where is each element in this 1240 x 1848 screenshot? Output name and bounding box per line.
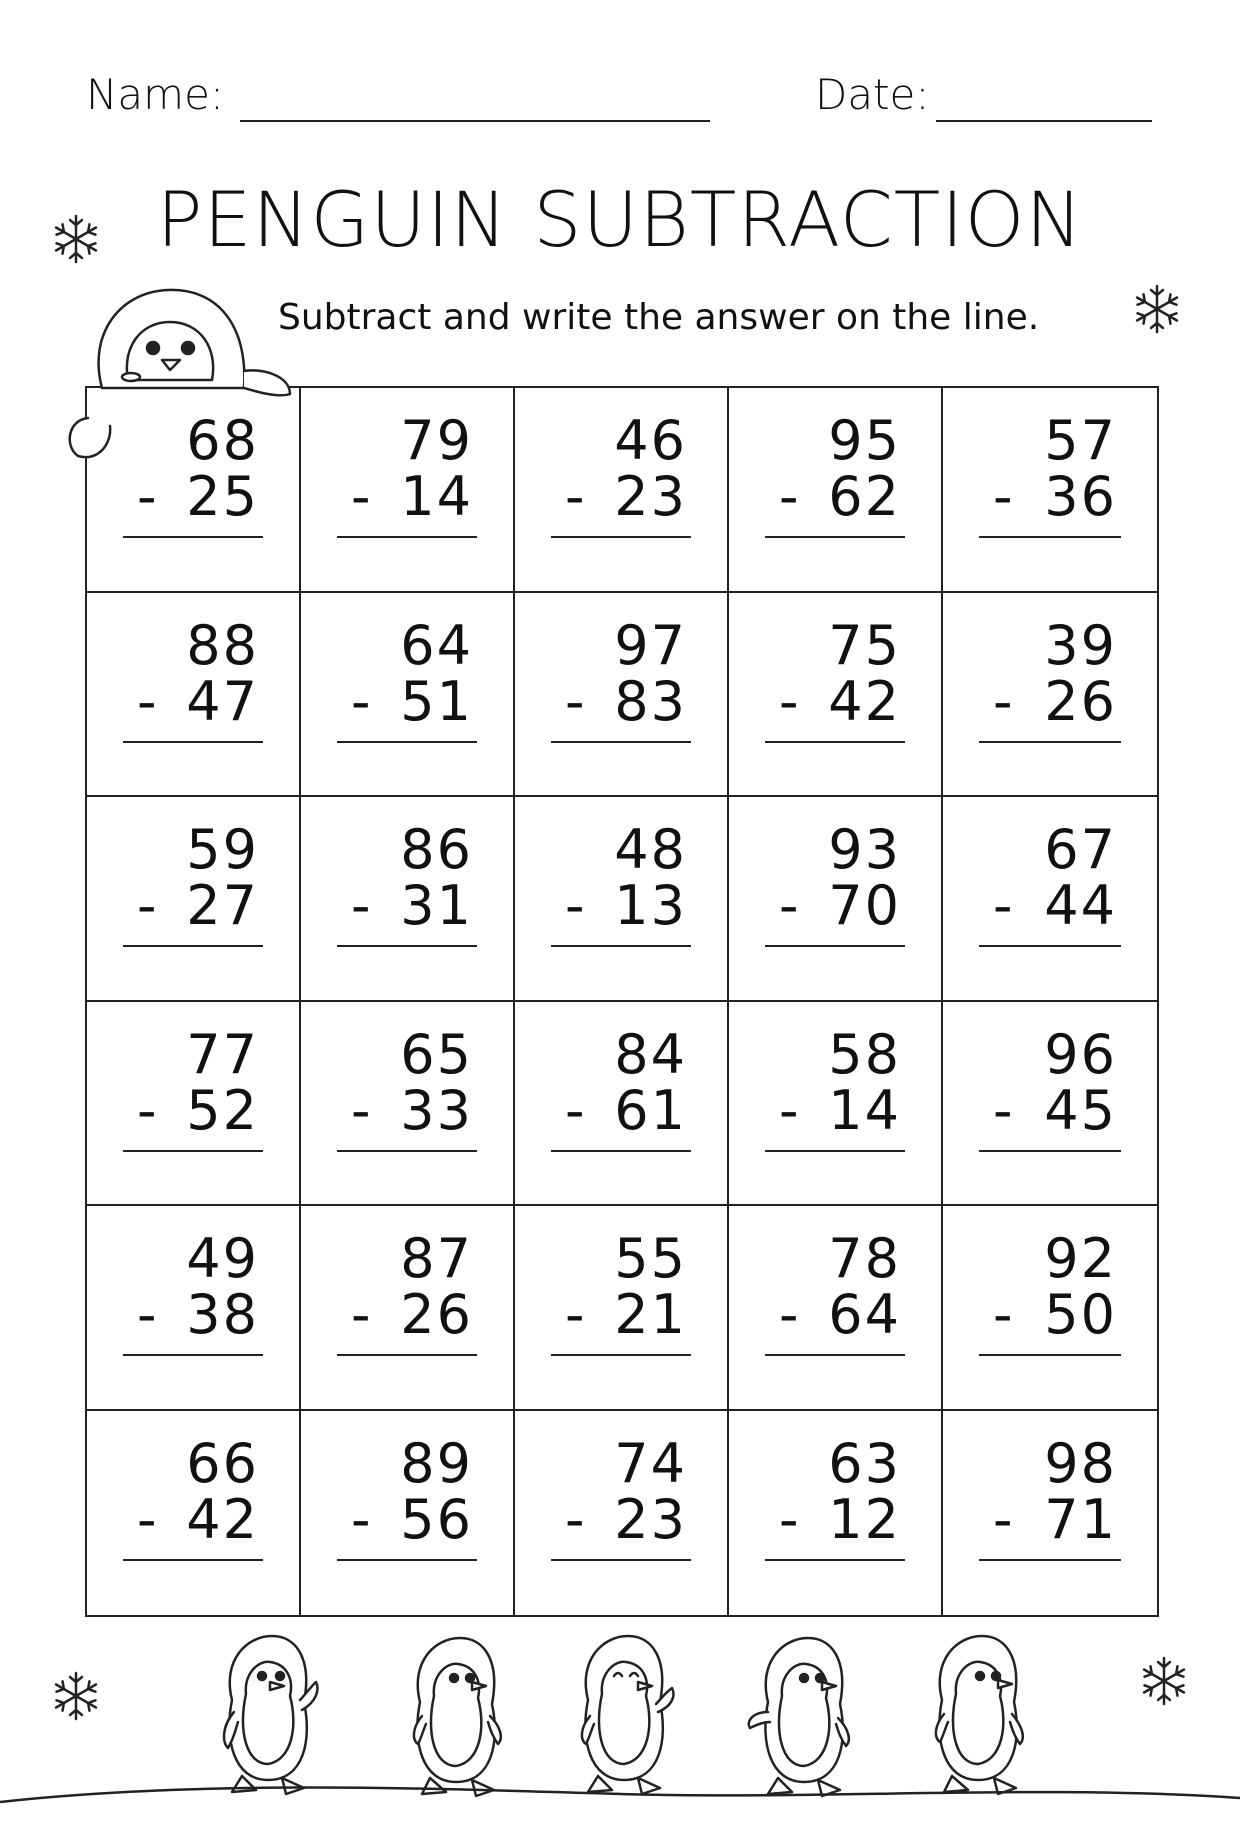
subtrahend: 23 [614, 465, 687, 528]
answer-line[interactable] [765, 741, 905, 743]
minus-sign: - [565, 465, 585, 528]
minus-sign: - [351, 1078, 371, 1142]
minuend: 97 [614, 613, 687, 677]
answer-line[interactable] [979, 741, 1121, 743]
answer-line[interactable] [979, 1559, 1121, 1561]
minuend: 66 [186, 1431, 259, 1495]
minuend: 57 [1044, 409, 1117, 472]
minuend: 84 [614, 1022, 687, 1086]
problem-cell [943, 1002, 1157, 1207]
minuend: 55 [614, 1227, 687, 1290]
subtrahend: 31 [400, 874, 473, 937]
answer-line[interactable] [765, 945, 905, 947]
problem-cell [515, 1206, 729, 1411]
minus-sign: - [993, 465, 1013, 528]
minus-sign: - [351, 1487, 371, 1551]
problem-cell [515, 593, 729, 798]
snowflake-icon [1138, 1655, 1190, 1707]
problem-cell [729, 388, 943, 593]
minus-sign: - [993, 1487, 1013, 1551]
minus-sign: - [565, 874, 585, 937]
answer-line[interactable] [123, 945, 263, 947]
subtrahend: 83 [614, 669, 687, 733]
page-title: PENGUIN SUBTRACTION [156, 175, 1084, 264]
answer-line[interactable] [551, 741, 691, 743]
problem-cell [515, 1411, 729, 1616]
minus-sign: - [779, 1078, 799, 1142]
subtrahend: 14 [828, 1078, 901, 1142]
problem-cell [729, 1206, 943, 1411]
problem-cell [729, 797, 943, 1002]
problem-cell [515, 797, 729, 1002]
answer-line[interactable] [123, 1559, 263, 1561]
problem-cell [943, 1206, 1157, 1411]
subtrahend: 50 [1044, 1283, 1117, 1346]
date-field[interactable] [936, 120, 1152, 122]
problem-cell [943, 797, 1157, 1002]
minus-sign: - [137, 669, 157, 733]
minuend: 75 [828, 613, 901, 677]
minuend: 64 [400, 613, 473, 677]
snowflake-icon [1131, 283, 1183, 335]
minus-sign: - [779, 874, 799, 937]
minuend: 79 [400, 409, 473, 472]
answer-line[interactable] [765, 536, 905, 538]
minuend: 63 [828, 1431, 901, 1495]
answer-line[interactable] [979, 536, 1121, 538]
subtrahend: 26 [1044, 669, 1117, 733]
answer-line[interactable] [765, 1150, 905, 1152]
subtrahend: 14 [400, 465, 473, 528]
minuend: 49 [186, 1227, 259, 1290]
subtrahend: 21 [614, 1283, 687, 1346]
minuend: 88 [186, 613, 259, 677]
problem-grid [85, 386, 1159, 1617]
subtrahend: 61 [614, 1078, 687, 1142]
answer-line[interactable] [765, 1559, 905, 1561]
problem-cell [301, 797, 515, 1002]
problem-cell [943, 593, 1157, 798]
subtrahend: 64 [828, 1283, 901, 1346]
subtrahend: 27 [186, 874, 259, 937]
problem-cell [943, 1411, 1157, 1616]
subtrahend: 44 [1044, 874, 1117, 937]
minus-sign: - [779, 669, 799, 733]
subtrahend: 42 [186, 1487, 259, 1551]
minuend: 89 [400, 1431, 473, 1495]
snowflake-icon [50, 1670, 102, 1722]
minus-sign: - [993, 1078, 1013, 1142]
minuend: 59 [186, 818, 259, 881]
answer-line[interactable] [979, 945, 1121, 947]
minuend: 86 [400, 818, 473, 881]
snow-ground [0, 1740, 1240, 1848]
minus-sign: - [351, 465, 371, 528]
problem-cell [515, 388, 729, 593]
minus-sign: - [565, 1487, 585, 1551]
subtrahend: 62 [828, 465, 901, 528]
name-field[interactable] [240, 120, 710, 122]
minus-sign: - [137, 465, 157, 528]
minus-sign: - [993, 874, 1013, 937]
minus-sign: - [137, 1078, 157, 1142]
problem-cell [943, 388, 1157, 593]
instructions: Subtract and write the answer on the line. [278, 297, 1040, 338]
problem-cell [729, 1411, 943, 1616]
answer-line[interactable] [337, 741, 477, 743]
problem-cell [87, 1411, 301, 1616]
minus-sign: - [779, 1283, 799, 1346]
subtrahend: 33 [400, 1078, 473, 1142]
minuend: 92 [1044, 1227, 1117, 1290]
minus-sign: - [351, 874, 371, 937]
answer-line[interactable] [765, 1354, 905, 1356]
answer-line[interactable] [337, 1150, 477, 1152]
subtrahend: 56 [400, 1487, 473, 1551]
minuend: 74 [614, 1431, 687, 1495]
subtrahend: 38 [186, 1283, 259, 1346]
problem-cell [301, 1002, 515, 1207]
subtrahend: 26 [400, 1283, 473, 1346]
answer-line[interactable] [123, 741, 263, 743]
problem-cell [87, 1002, 301, 1207]
minuend: 78 [828, 1227, 901, 1290]
minus-sign: - [779, 1487, 799, 1551]
answer-line[interactable] [337, 536, 477, 538]
minus-sign: - [565, 669, 585, 733]
date-label: Date: [815, 70, 930, 119]
subtrahend: 12 [828, 1487, 901, 1551]
minus-sign: - [351, 669, 371, 733]
penguin-icon [58, 276, 298, 476]
answer-line[interactable] [123, 1354, 263, 1356]
problem-cell [87, 1206, 301, 1411]
problem-cell [87, 593, 301, 798]
minuend: 87 [400, 1227, 473, 1290]
answer-line[interactable] [979, 1354, 1121, 1356]
minus-sign: - [137, 1487, 157, 1551]
answer-line[interactable] [337, 945, 477, 947]
minuend: 58 [828, 1022, 901, 1086]
minuend: 96 [1044, 1022, 1117, 1086]
problem-cell [515, 1002, 729, 1207]
minuend: 67 [1044, 818, 1117, 881]
problem-cell [301, 388, 515, 593]
subtrahend: 51 [400, 669, 473, 733]
subtrahend: 45 [1044, 1078, 1117, 1142]
answer-line[interactable] [337, 1559, 477, 1561]
subtrahend: 47 [186, 669, 259, 733]
minuend: 68 [186, 409, 259, 472]
problem-cell [729, 1002, 943, 1207]
minuend: 65 [400, 1022, 473, 1086]
minuend: 48 [614, 818, 687, 881]
subtrahend: 71 [1044, 1487, 1117, 1551]
minus-sign: - [565, 1283, 585, 1346]
minuend: 93 [828, 818, 901, 881]
minus-sign: - [993, 1283, 1013, 1346]
problem-cell [301, 1206, 515, 1411]
answer-line[interactable] [551, 1559, 691, 1561]
minus-sign: - [351, 1283, 371, 1346]
subtrahend: 52 [186, 1078, 259, 1142]
answer-line[interactable] [551, 1150, 691, 1152]
minus-sign: - [779, 465, 799, 528]
subtrahend: 23 [614, 1487, 687, 1551]
answer-line[interactable] [551, 945, 691, 947]
subtrahend: 42 [828, 669, 901, 733]
subtrahend: 70 [828, 874, 901, 937]
answer-line[interactable] [123, 1150, 263, 1152]
answer-line[interactable] [123, 536, 263, 538]
minuend: 98 [1044, 1431, 1117, 1495]
minus-sign: - [137, 1283, 157, 1346]
minuend: 95 [828, 409, 901, 472]
subtrahend: 36 [1044, 465, 1117, 528]
answer-line[interactable] [337, 1354, 477, 1356]
minuend: 46 [614, 409, 687, 472]
problem-cell [301, 593, 515, 798]
problem-cell [301, 1411, 515, 1616]
minus-sign: - [137, 874, 157, 937]
subtrahend: 25 [186, 465, 259, 528]
minuend: 39 [1044, 613, 1117, 677]
minuend: 77 [186, 1022, 259, 1086]
minus-sign: - [565, 1078, 585, 1142]
answer-line[interactable] [551, 1354, 691, 1356]
subtrahend: 13 [614, 874, 687, 937]
problem-cell [729, 593, 943, 798]
problem-cell [87, 797, 301, 1002]
snowflake-icon [50, 213, 102, 265]
name-label: Name: [86, 70, 225, 119]
answer-line[interactable] [979, 1150, 1121, 1152]
minus-sign: - [993, 669, 1013, 733]
answer-line[interactable] [551, 536, 691, 538]
